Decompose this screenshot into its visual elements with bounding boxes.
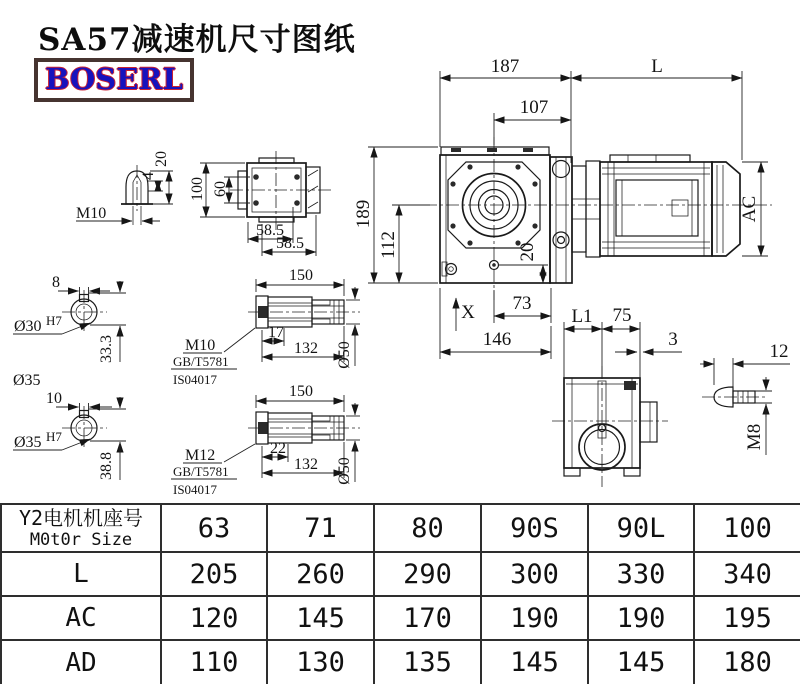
hollow-shaft-2 bbox=[171, 383, 360, 497]
dim-150-s2: 150 bbox=[289, 383, 313, 400]
dim-132-s2: 132 bbox=[294, 456, 318, 473]
thread-label-m8: M8 bbox=[744, 423, 765, 451]
bore-tol-30: H7 bbox=[46, 313, 62, 328]
dim-4: 4 bbox=[140, 172, 157, 180]
table-row-AD bbox=[1, 640, 800, 684]
dim-33-3: 33.3 bbox=[98, 335, 115, 363]
cell-AC-100: 195 bbox=[694, 596, 800, 640]
std-gb-s1: GB/T5781 bbox=[173, 354, 229, 369]
cell-AD-90S: 145 bbox=[481, 640, 588, 684]
motor-size-table bbox=[0, 503, 800, 684]
cell-AC-90L: 190 bbox=[588, 596, 694, 640]
cell-AD-63: 110 bbox=[161, 640, 267, 684]
cell-AD-80: 135 bbox=[374, 640, 481, 684]
thread-label-shaft1: M10 bbox=[185, 337, 216, 354]
std-iso-s2: IS04017 bbox=[173, 482, 218, 497]
dim-X: X bbox=[461, 302, 475, 323]
dim-keyway-8: 8 bbox=[52, 274, 60, 291]
bore-label-35-alt: Ø35 bbox=[13, 372, 41, 389]
hollow-shaft-1 bbox=[171, 267, 360, 387]
bore-label-30: Ø30 bbox=[14, 318, 42, 335]
dim-107: 107 bbox=[519, 97, 549, 118]
dim-58-5-b: 58.5 bbox=[276, 235, 304, 252]
cell-L-71: 260 bbox=[267, 552, 374, 596]
dim-189: 189 bbox=[353, 199, 374, 229]
size-63: 63 bbox=[161, 504, 267, 552]
dim-keyway-10: 10 bbox=[46, 390, 62, 407]
cell-AD-71: 130 bbox=[267, 640, 374, 684]
bore-section-30 bbox=[13, 274, 126, 389]
header-en: M0t0r Size bbox=[29, 529, 133, 550]
table-row-L bbox=[1, 552, 800, 596]
dim-150-s1: 150 bbox=[289, 267, 313, 284]
dim-100: 100 bbox=[189, 177, 206, 201]
cell-L-90S: 300 bbox=[481, 552, 588, 596]
stud-detail bbox=[700, 341, 790, 455]
header-cell-motor-size bbox=[1, 504, 161, 552]
table-row-AC bbox=[1, 596, 800, 640]
row-label-AD: AD bbox=[1, 640, 161, 684]
cell-AC-90S: 190 bbox=[481, 596, 588, 640]
bore-label-35: Ø35 bbox=[14, 434, 42, 451]
dim-187: 187 bbox=[490, 56, 520, 77]
size-80: 80 bbox=[374, 504, 481, 552]
flange-top-view bbox=[189, 151, 331, 256]
bore-section-35 bbox=[13, 390, 126, 480]
assembly-front-view bbox=[353, 56, 772, 359]
brand-logo-text: BOSERL bbox=[45, 62, 183, 96]
thread-label-shaft2: M12 bbox=[185, 447, 216, 464]
cell-AC-63: 120 bbox=[161, 596, 267, 640]
cell-L-100: 340 bbox=[694, 552, 800, 596]
dim-3: 3 bbox=[668, 329, 678, 350]
table-row-header bbox=[1, 504, 800, 552]
dim-dia50-s1: Ø50 bbox=[336, 341, 353, 369]
technical-drawing bbox=[0, 50, 800, 505]
dim-38-8: 38.8 bbox=[98, 452, 115, 480]
cell-L-63: 205 bbox=[161, 552, 267, 596]
dim-AC: AC bbox=[739, 195, 760, 223]
dim-L: L bbox=[651, 56, 663, 77]
bore-tol-35: H7 bbox=[46, 429, 62, 444]
page-title: SA57减速机尺寸图纸 bbox=[38, 22, 356, 58]
std-iso-s1: IS04017 bbox=[173, 372, 218, 387]
dim-dia50-s2: Ø50 bbox=[336, 457, 353, 485]
cell-AC-80: 170 bbox=[374, 596, 481, 640]
dim-112: 112 bbox=[378, 231, 399, 259]
dim-73: 73 bbox=[512, 293, 532, 314]
dim-146: 146 bbox=[482, 329, 512, 350]
dim-20: 20 bbox=[153, 151, 170, 167]
cell-AC-71: 145 bbox=[267, 596, 374, 640]
dim-L1: L1 bbox=[571, 306, 593, 327]
dim-22: 22 bbox=[270, 440, 286, 457]
dim-75: 75 bbox=[612, 305, 632, 326]
cell-AD-90L: 145 bbox=[588, 640, 694, 684]
cell-L-80: 290 bbox=[374, 552, 481, 596]
gearbox-side-view bbox=[552, 305, 682, 487]
size-90S: 90S bbox=[481, 504, 588, 552]
row-label-AC: AC bbox=[1, 596, 161, 640]
std-gb-s2: GB/T5781 bbox=[173, 464, 229, 479]
size-71: 71 bbox=[267, 504, 374, 552]
dim-12: 12 bbox=[769, 341, 789, 362]
dim-20-drain: 20 bbox=[517, 242, 538, 262]
thread-label-m10: M10 bbox=[76, 205, 107, 222]
size-100: 100 bbox=[694, 504, 800, 552]
dim-132-s1: 132 bbox=[294, 340, 318, 357]
dim-60: 60 bbox=[212, 181, 229, 197]
dim-58-5-a: 58.5 bbox=[256, 222, 284, 239]
plug-end-view bbox=[76, 151, 173, 225]
header-cn: Y2电机机座号 bbox=[18, 505, 144, 530]
size-90L: 90L bbox=[588, 504, 694, 552]
cell-AD-100: 180 bbox=[694, 640, 800, 684]
cell-L-90L: 330 bbox=[588, 552, 694, 596]
row-label-L: L bbox=[1, 552, 161, 596]
dim-17: 17 bbox=[268, 324, 284, 341]
